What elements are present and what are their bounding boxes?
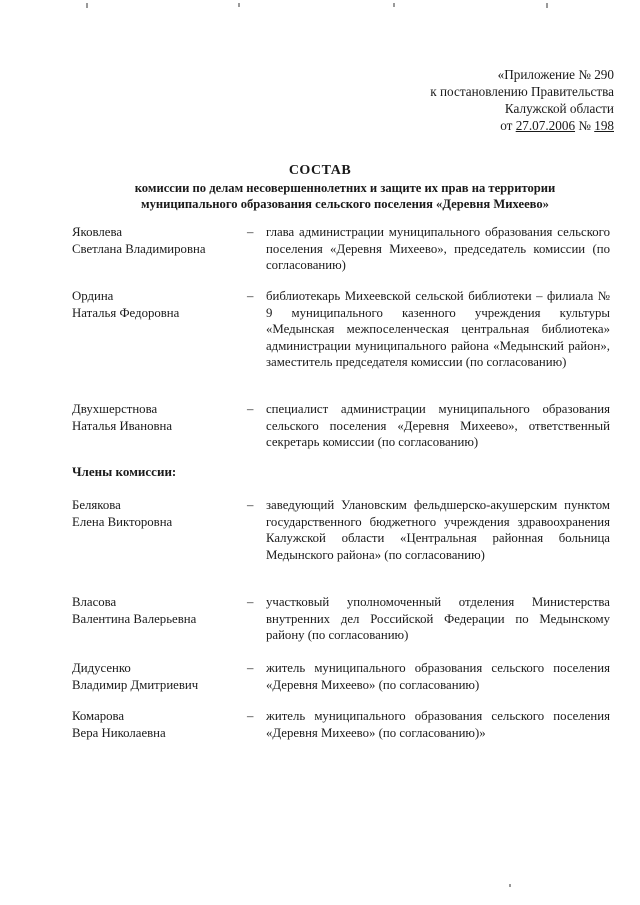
appendix-date: 27.07.2006 <box>515 118 576 133</box>
member-given-name: Валентина Валерьевна <box>72 611 197 626</box>
member-name <box>72 224 252 257</box>
appendix-block <box>354 66 614 134</box>
member-role: библиотекарь Михеевской сельской библиотеки – филиала № 9 муниципального казенного учреждения культуры «Медынская межпоселенческая центральная библиотека» администрации муниципального района «Медынский район», заместитель председателя комиссии (по согласованию) <box>266 289 610 369</box>
member-surname: Белякова <box>72 498 121 512</box>
dash-separator: – <box>247 661 254 675</box>
scan-mark <box>238 3 240 7</box>
member-surname: Комарова <box>72 709 125 723</box>
appendix-line: Калужской области <box>504 101 614 116</box>
member-role: житель муниципального образования сельского поселения «Деревня Михеево» (по согласованию)» <box>266 709 610 740</box>
member-role: заведующий Улановским фельдшерско-акушерским пунктом государственного бюджетного учреждения здравоохранения Калужской области «Центральная районная больница Медынского района» (по согласованию) <box>266 498 610 562</box>
member-name <box>72 594 252 627</box>
member-name <box>72 497 252 530</box>
member-surname: Власова <box>72 595 117 609</box>
dash-separator: – <box>247 225 254 239</box>
appendix-date-line <box>354 117 614 134</box>
appendix-line: «Приложение № 290 <box>497 67 614 82</box>
member-role: специалист администрации муниципального образования сельского поселения «Деревня Михеево», ответственный секретарь комиссии (по согласованию) <box>266 402 610 449</box>
scan-mark <box>509 884 511 887</box>
date-prefix: от <box>500 118 516 133</box>
member-surname: Двухшерстнова <box>72 402 158 416</box>
document-subtitle: комиссии по делам несовершеннолетних и защите их прав на территории муниципального образования сельского поселения «Деревня Михеево» <box>134 181 556 211</box>
number-prefix: № <box>575 118 595 133</box>
member-name <box>72 401 252 434</box>
member-name <box>72 708 252 741</box>
member-role: участковый уполномоченный отделения Министерства внутренних дел Российской Федерации по Медынскому району (по согласованию) <box>266 595 610 642</box>
dash-separator: – <box>247 402 254 416</box>
document-title: СОСТАВ <box>288 163 352 178</box>
member-surname: Яковлева <box>72 225 122 239</box>
member-given-name: Елена Викторовна <box>72 514 173 529</box>
member-role: глава администрации муниципального образования сельского поселения «Деревня Михеево», председатель комиссии (по согласованию) <box>266 225 610 272</box>
scan-mark <box>546 3 548 8</box>
member-surname: Ордина <box>72 289 114 303</box>
member-name <box>72 660 252 693</box>
scan-mark <box>393 3 395 7</box>
member-given-name: Светлана Владимировна <box>72 241 206 256</box>
member-name <box>72 288 252 321</box>
member-role: житель муниципального образования сельского поселения «Деревня Михеево» (по согласованию) <box>266 661 610 692</box>
member-given-name: Наталья Федоровна <box>72 305 180 320</box>
scan-mark <box>86 3 88 8</box>
dash-separator: – <box>247 498 254 512</box>
appendix-line: к постановлению Правительства <box>430 84 614 99</box>
appendix-number: 198 <box>594 118 614 133</box>
dash-separator: – <box>247 709 254 723</box>
members-heading: Члены комиссии: <box>72 464 177 479</box>
member-given-name: Наталья Ивановна <box>72 418 173 433</box>
member-given-name: Владимир Дмитриевич <box>72 677 199 692</box>
member-surname: Дидусенко <box>72 661 131 675</box>
member-given-name: Вера Николаевна <box>72 725 166 740</box>
dash-separator: – <box>247 289 254 303</box>
dash-separator: – <box>247 595 254 609</box>
